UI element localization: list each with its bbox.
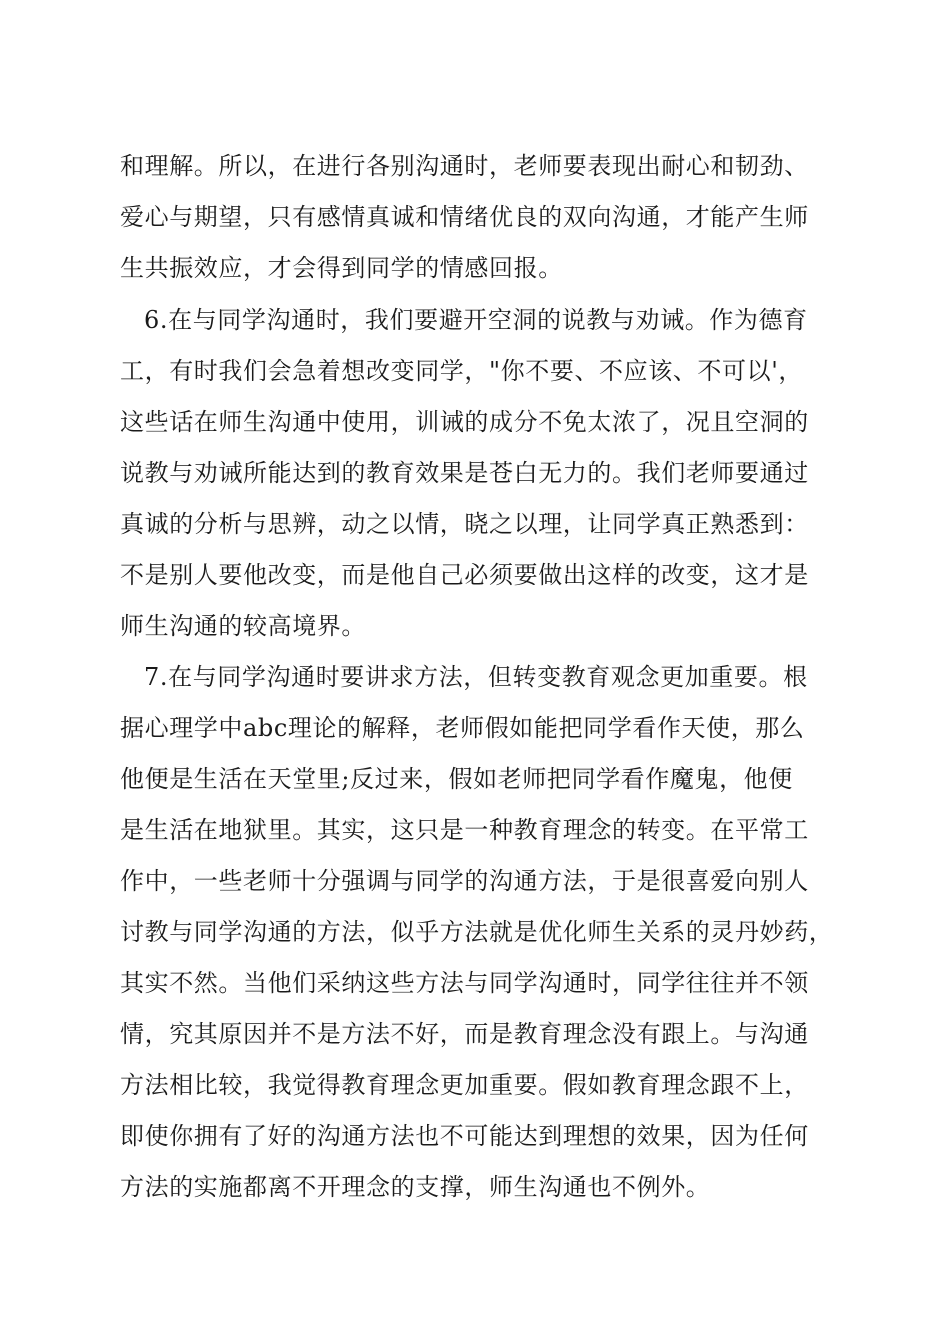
paragraph-6-first-line: 6.在与同学沟通时，我们要避开空洞的说教与劝诫。作为德育 — [144, 306, 808, 334]
text-line: 和理解。所以，在进行各别沟通时，老师要表现出耐心和韧劲、 — [120, 152, 809, 180]
text-line: 不是别人要他改变，而是他自己必须要做出这样的改变，这才是 — [120, 561, 809, 589]
text-line: 作中，一些老师十分强调与同学的沟通方法，于是很喜爱向别人 — [120, 867, 809, 895]
text-line: 即使你拥有了好的沟通方法也不可能达到理想的效果，因为任何 — [120, 1122, 809, 1150]
text-line: 爱心与期望，只有感情真诚和情绪优良的双向沟通，才能产生师 — [120, 203, 809, 231]
text-line: 这些话在师生沟通中使用，训诫的成分不免太浓了，况且空洞的 — [120, 408, 809, 436]
text-line: 方法的实施都离不开理念的支撑，师生沟通也不例外。 — [120, 1173, 711, 1201]
text-line: 说教与劝诫所能达到的教育效果是苍白无力的。我们老师要通过 — [120, 459, 809, 487]
text-line: 其实不然。当他们采纳这些方法与同学沟通时，同学往往并不领 — [120, 969, 809, 997]
text-line: 情，究其原因并不是方法不好，而是教育理念没有跟上。与沟通 — [120, 1020, 809, 1048]
text-line: 师生沟通的较高境界。 — [120, 612, 366, 640]
paragraph-7-first-line: 7.在与同学沟通时要讲求方法，但转变教育观念更加重要。根 — [144, 663, 808, 691]
text-line: 据心理学中abc理论的解释，老师假如能把同学看作天使，那么 — [120, 714, 805, 742]
text-line: 方法相比较，我觉得教育理念更加重要。假如教育理念跟不上， — [120, 1071, 809, 1099]
text-line: 真诚的分析与思辨，动之以情，晓之以理，让同学真正熟悉到： — [120, 510, 809, 538]
text-line: 讨教与同学沟通的方法，似乎方法就是优化师生关系的灵丹妙药， — [120, 918, 834, 946]
text-line: 是生活在地狱里。其实，这只是一种教育理念的转变。在平常工 — [120, 816, 809, 844]
text-line: 生共振效应，才会得到同学的情感回报。 — [120, 254, 563, 282]
text-line: 工，有时我们会急着想改变同学，"你不要、不应该、不可以'， — [120, 357, 804, 385]
text-line: 他便是生活在天堂里;反过来，假如老师把同学看作魔鬼，他便 — [120, 765, 793, 793]
